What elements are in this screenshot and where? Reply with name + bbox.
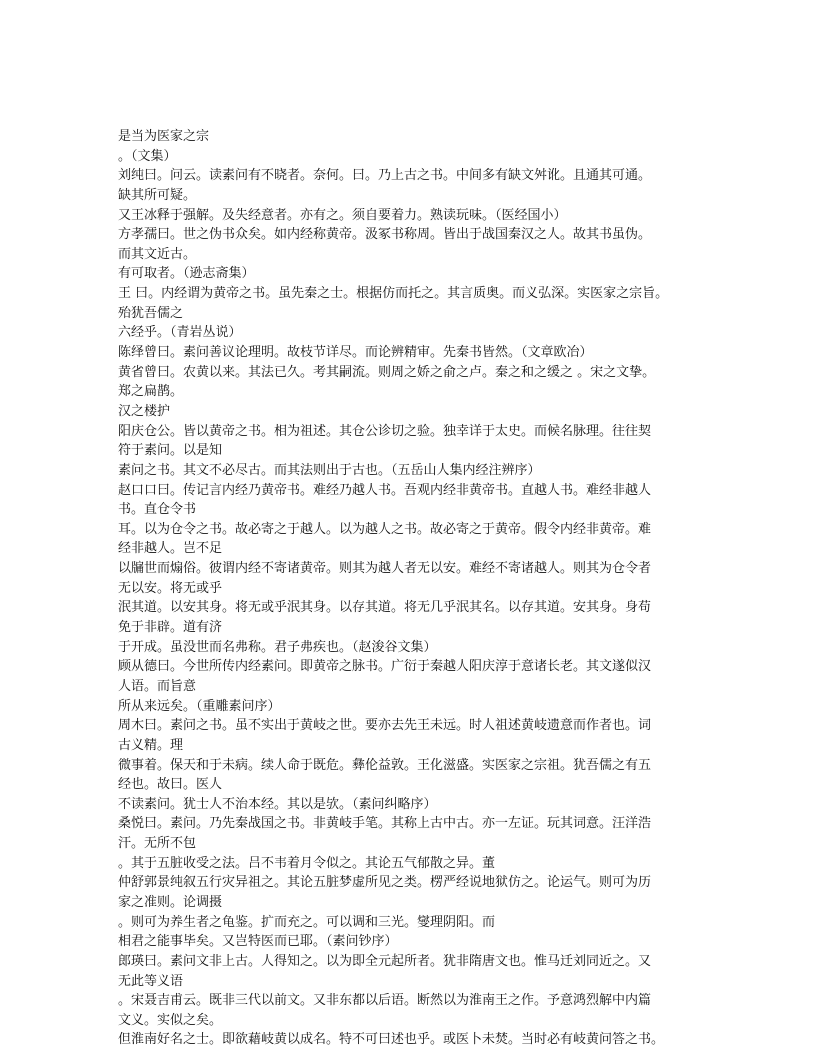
text-line: 缺其所可疑。 — [118, 187, 197, 203]
text-line: 陈绎曾曰。素问善议论理明。故枝节详尽。而论辨精审。先秦书皆然。（文章欧冶） — [118, 345, 593, 361]
text-line: 是当为医家之宗 — [118, 129, 210, 144]
text-line: 郎瑛曰。素问文非上古。人得知之。以为即全元起所者。犹非隋唐文也。惟马迁刘同近之。又 — [118, 953, 652, 969]
text-line: 不读素问。犹士人不治本经。其以是欤。（素问纠略序） — [118, 796, 437, 812]
text-line: 但淮南好名之士。即欲藉岐黄以成名。特不可曰述也乎。或医卜未焚。当时必有岐黄问答之书。 — [118, 1032, 665, 1048]
text-line: 刘纯曰。问云。读素问有不晓者。奈何。曰。乃上古之书。中间多有缺文舛讹。且通其可通。 — [118, 168, 652, 184]
text-line: 人语。而旨意 — [118, 678, 197, 694]
text-line: 赵口口曰。传记言内经乃黄帝书。难经乃越人书。吾观内经非黄帝书。直越人书。难经非越人 — [118, 482, 652, 498]
text-line: 。（文集） — [118, 148, 177, 164]
text-line: 殆犹吾儒之 — [118, 305, 184, 321]
text-line: 书。直仓令书 — [118, 502, 197, 518]
document-body — [118, 127, 718, 1050]
text-line: 无以安。将无或乎 — [118, 580, 223, 596]
text-line: 微事着。保天和于未病。续人命于既危。彝伦益敦。王化滋盛。实医家之宗祖。犹吾儒之有五 — [118, 757, 652, 773]
text-line: 所从来远矣。（重雕素问序） — [118, 698, 281, 714]
text-line: 泯其道。以安其身。将无或乎泯其身。以存其道。将无几乎泯其名。以存其道。安其身。身苟 — [118, 600, 652, 616]
text-line: 。则可为养生者之龟鉴。扩而充之。可以调和三光。燮理阴阳。而 — [118, 914, 496, 930]
text-line: 符于素问。以是知 — [118, 443, 223, 459]
text-line: 。宋聂吉甫云。既非三代以前文。又非东都以后语。断然以为淮南王之作。予意鸿烈解中内篇 — [118, 993, 652, 1009]
text-line: 古义精。理 — [118, 737, 184, 753]
text-line: 耳。以为仓令之书。故必寄之于越人。以为越人之书。故必寄之于黄帝。假令内经非黄帝。难 — [118, 521, 652, 537]
text-line: 无此等义语 — [118, 973, 184, 989]
text-line: 桑悦曰。素问。乃先秦战国之书。非黄岐手笔。其称上古中古。亦一左证。玩其词意。汪洋浩 — [118, 816, 652, 832]
text-line: 六经乎。（青岩丛说） — [118, 325, 242, 341]
text-line: 汗。无所不包 — [118, 836, 197, 852]
text-line: 黄省曾曰。农黄以来。其法已久。考其嗣流。则周之娇之俞之卢。秦之和之缓之 。宋之文挚。 — [118, 364, 656, 380]
text-line: 经也。故曰。医人 — [118, 777, 223, 793]
text-line: 家之准则。论调摄 — [118, 894, 223, 910]
text-line: 文义。实似之矣。 — [118, 1012, 223, 1028]
text-line: 顾从德曰。今世所传内经素问。即黄帝之脉书。广衍于秦越人阳庆淳于意诸长老。其文遂似汉 — [118, 659, 652, 675]
text-line: 阳庆仓公。皆以黄帝之书。相为祖述。其仓公诊切之验。独幸详于太史。而候名脉理。往往契 — [118, 423, 652, 439]
text-line: 免于非辟。道有济 — [118, 620, 223, 636]
text-line: 仲舒郭景纯叙五行灾异祖之。其论五脏梦虚所见之类。楞严经说地狱仿之。论运气。则可为历 — [118, 875, 652, 891]
text-line: 经非越人。岂不足 — [118, 541, 223, 557]
text-line: 有可取者。（逊志斋集） — [118, 266, 255, 282]
text-line: 方孝孺曰。世之伪书众矣。如内经称黄帝。汲冢书称周。皆出于战国秦汉之人。故其书虽伪。 — [118, 227, 652, 243]
text-line: 周木曰。素问之书。虽不实出于黄岐之世。要亦去先王未远。时人祖述黄岐遗意而作者也。词 — [118, 718, 652, 734]
text-line: 相君之能事毕矣。又岂特医而已耶。（素问钞序） — [118, 934, 398, 950]
text-line: 郑之扁鹊。 — [118, 384, 184, 400]
text-line: 素问之书。其文不必尽古。而其法则出于古也。（五岳山人集内经注辨序） — [118, 462, 541, 478]
text-line: 以牖世而煽俗。彼谓内经不寄诸黄帝。则其为越人者无以安。难经不寄诸越人。则其为仓令者 — [118, 561, 652, 577]
text-line: 汉之楼护 — [118, 403, 171, 419]
text-line: 王 曰。内经谓为黄帝之书。虽先秦之士。根据仿而托之。其言质奥。而义弘深。实医家之宗旨。 — [118, 286, 669, 302]
text-line: 。其于五脏收受之法。吕不韦着月令似之。其论五气郁散之异。董 — [118, 855, 496, 871]
text-line: 又王冰释于强解。及失经意者。亦有之。须自要着力。熟读玩味。（医经国小） — [118, 207, 567, 223]
text-line: 而其文近古。 — [118, 246, 197, 262]
text-line: 于开成。虽没世而名弗称。君子弗疾也。（赵浚谷文集） — [118, 639, 437, 655]
